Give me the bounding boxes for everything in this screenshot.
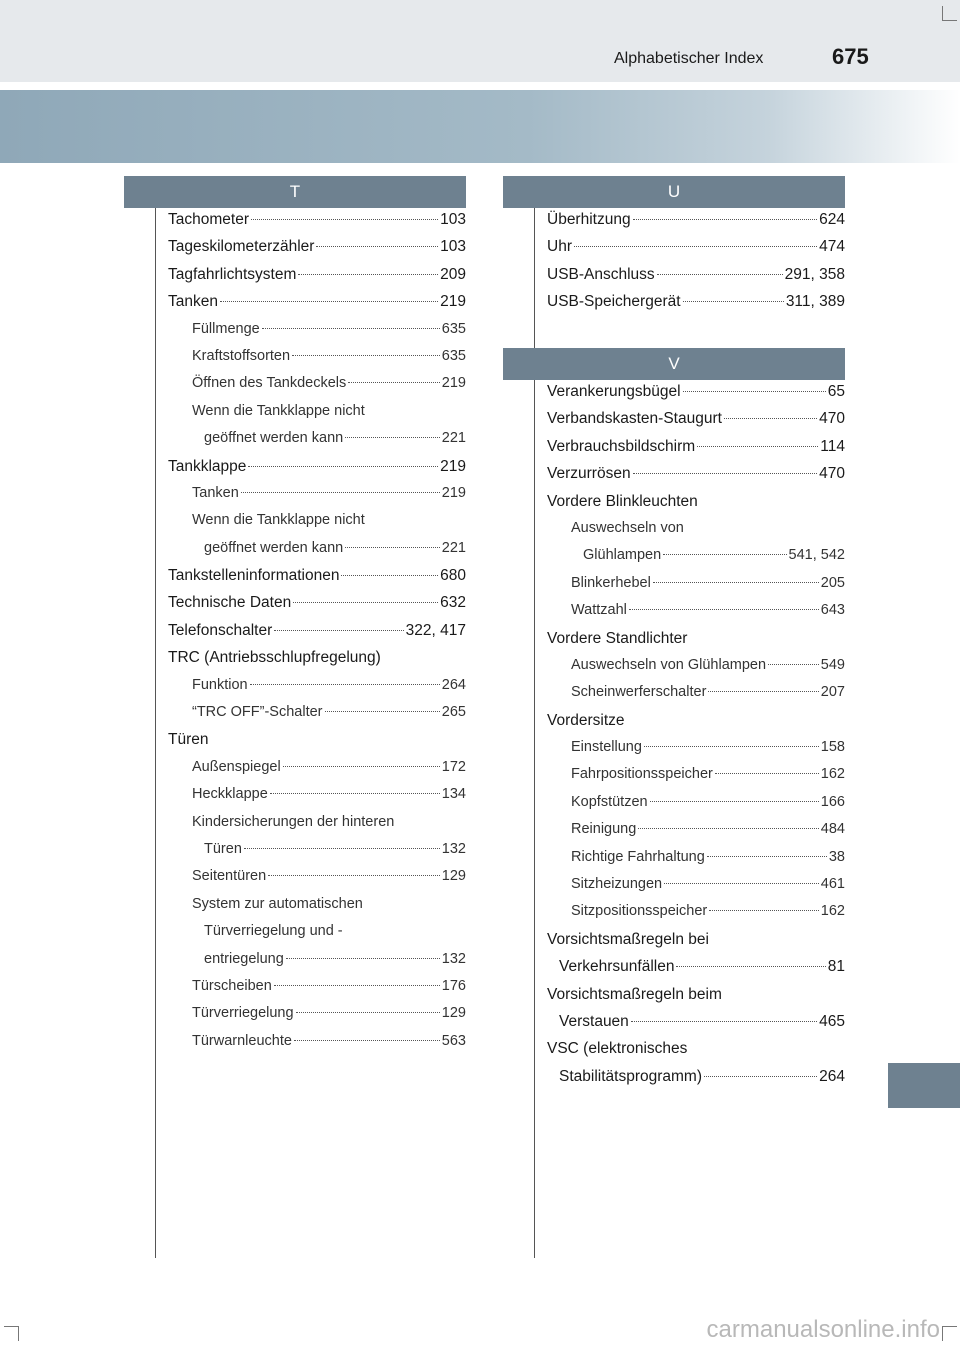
dot-leader xyxy=(683,391,826,392)
index-entry-page[interactable]: 265 xyxy=(441,704,466,721)
dot-leader xyxy=(341,575,438,576)
index-entry-page[interactable]: 680 xyxy=(440,567,466,585)
index-entry-page[interactable]: 219 xyxy=(441,484,466,501)
index-entry-label: entriegelung xyxy=(204,950,284,967)
index-entry[interactable] xyxy=(168,836,466,863)
index-entry-label: Sitzheizungen xyxy=(571,876,663,893)
dot-leader xyxy=(298,274,438,275)
dot-leader xyxy=(644,746,819,747)
dot-leader xyxy=(715,773,819,774)
dot-leader xyxy=(316,246,438,247)
index-entry-page[interactable]: 632 xyxy=(440,594,466,612)
index-entry[interactable] xyxy=(547,488,845,515)
dot-leader xyxy=(697,446,818,447)
index-entry[interactable] xyxy=(168,261,466,288)
index-entry-label: Scheinwerferschalter xyxy=(571,684,707,701)
dot-leader xyxy=(704,1076,817,1077)
index-entry-label: Heckklappe xyxy=(192,786,268,803)
index-entry-label: Kraftstoffsorten xyxy=(192,347,291,364)
header-banner xyxy=(0,90,960,163)
dot-leader xyxy=(251,219,438,220)
index-entry-page[interactable]: 158 xyxy=(820,739,845,756)
index-entry-label: Technische Daten xyxy=(168,594,292,612)
index-entry-page[interactable]: 461 xyxy=(820,876,845,893)
index-entry-label: System zur automatischen xyxy=(192,895,363,912)
index-entry-label: Verankerungsbügel xyxy=(547,383,681,400)
index-entry[interactable] xyxy=(547,953,845,980)
index-entry-label: Sitzpositionsspeicher xyxy=(571,903,708,920)
dot-leader xyxy=(348,382,440,383)
index-entry-label: TRC (Antriebsschlupfregelung) xyxy=(168,649,381,667)
index-entry[interactable] xyxy=(168,233,466,260)
index-entry-label: Stabilitätsprogramm) xyxy=(559,1067,702,1085)
index-entry-label: Tagfahrlichtsystem xyxy=(168,265,297,283)
index-entry[interactable] xyxy=(547,460,845,487)
index-entry-page[interactable]: 470 xyxy=(819,410,845,428)
page-number: 675 xyxy=(832,44,869,69)
index-entry-label: Uhr xyxy=(547,238,572,256)
index-entry-page[interactable]: 207 xyxy=(820,684,845,701)
index-entry[interactable] xyxy=(168,1000,466,1027)
index-entry-page[interactable]: 65 xyxy=(827,383,845,400)
index-entry-label: Türverriegelung und - xyxy=(204,923,343,940)
index-entry[interactable] xyxy=(547,816,845,843)
column-rule-left xyxy=(155,208,156,1258)
section-header-t xyxy=(124,176,466,208)
index-entry-page[interactable]: 114 xyxy=(820,437,845,455)
index-entry-page[interactable]: 221 xyxy=(441,539,466,556)
index-entry-page[interactable]: 221 xyxy=(441,430,466,447)
index-entry-label: Vordere Standlichter xyxy=(547,629,688,647)
index-entry-label: Blinkerhebel xyxy=(571,574,651,591)
dot-leader xyxy=(631,1021,817,1022)
index-entry-label: Wenn die Tankklappe nicht xyxy=(192,402,365,419)
index-entry-page[interactable]: 166 xyxy=(820,793,845,810)
dot-leader xyxy=(574,246,817,247)
index-entry[interactable] xyxy=(547,734,845,761)
index-entry-label: Verzurrösen xyxy=(547,465,631,483)
index-entry-page[interactable]: 209 xyxy=(440,265,466,283)
watermark: carmanualsonline.info xyxy=(706,1316,940,1343)
dot-leader xyxy=(286,958,440,959)
index-entry[interactable] xyxy=(547,898,845,925)
dot-leader xyxy=(248,466,438,467)
index-entry-page[interactable]: 563 xyxy=(441,1032,466,1049)
dot-leader xyxy=(709,910,819,911)
index-entry[interactable] xyxy=(168,973,466,1000)
index-entry-label: Verbrauchsbildschirm xyxy=(547,437,696,455)
index-entry-label: Türwarnleuchte xyxy=(192,1032,292,1049)
index-entry-label: Kopfstützen xyxy=(571,793,648,810)
index-entry[interactable] xyxy=(168,946,466,973)
index-column-v xyxy=(547,378,845,1090)
index-entry-page[interactable]: 624 xyxy=(819,211,845,228)
index-entry-label: Vordersitze xyxy=(547,711,625,729)
index-entry[interactable] xyxy=(547,542,845,569)
index-entry[interactable] xyxy=(547,405,845,432)
index-entry-label: “TRC OFF”-Schalter xyxy=(192,704,323,721)
index-entry-page[interactable]: 311, 389 xyxy=(785,293,845,311)
index-entry-label: Kindersicherungen der hinteren xyxy=(192,813,395,830)
index-entry-label: Verbandskasten-Staugurt xyxy=(547,410,722,428)
section-header-v xyxy=(503,348,845,380)
index-entry-label: Funktion xyxy=(192,676,248,693)
index-entry-label: Tageskilometerzähler xyxy=(168,238,315,256)
index-entry-page[interactable]: 465 xyxy=(819,1012,845,1030)
chapter-thumb-tab[interactable] xyxy=(888,1063,960,1108)
dot-leader xyxy=(274,985,440,986)
index-entry-page[interactable]: 264 xyxy=(819,1067,845,1085)
index-entry[interactable] xyxy=(168,535,466,562)
index-entry[interactable] xyxy=(547,378,845,405)
crop-mark-top-right xyxy=(942,6,957,21)
dot-leader xyxy=(250,684,440,685)
index-entry[interactable] xyxy=(168,891,466,918)
dot-leader xyxy=(633,219,818,220)
dot-leader xyxy=(653,582,819,583)
index-entry[interactable] xyxy=(547,625,845,652)
index-entry[interactable] xyxy=(547,761,845,788)
index-entry-label: USB-Speichergerät xyxy=(547,293,681,311)
index-entry-label: Türen xyxy=(168,731,209,749)
index-entry-label: Tachometer xyxy=(168,211,249,228)
dot-leader xyxy=(768,664,819,665)
dot-leader xyxy=(296,1012,440,1013)
index-entry[interactable] xyxy=(168,644,466,671)
dot-leader xyxy=(345,437,440,438)
index-entry-page[interactable]: 635 xyxy=(441,320,466,337)
dot-leader xyxy=(664,883,819,884)
index-entry[interactable] xyxy=(547,926,845,953)
index-entry[interactable] xyxy=(547,1008,845,1035)
index-entry-label: Überhitzung xyxy=(547,211,631,228)
section-letter-v: V xyxy=(668,354,680,373)
index-entry[interactable] xyxy=(168,754,466,781)
index-entry[interactable] xyxy=(547,1063,845,1090)
index-entry-page[interactable]: 470 xyxy=(819,465,845,483)
index-entry-label: Tankklappe xyxy=(168,457,247,475)
index-entry-label: Telefonschalter xyxy=(168,621,273,639)
index-entry-label: Tankstelleninformationen xyxy=(168,567,340,585)
index-entry-page[interactable]: 162 xyxy=(820,766,845,783)
index-entry-label: Außenspiegel xyxy=(192,758,281,775)
index-entry-page[interactable]: 219 xyxy=(440,457,466,475)
dot-leader xyxy=(274,630,403,631)
index-entry[interactable] xyxy=(168,699,466,726)
dot-leader xyxy=(241,492,440,493)
dot-leader xyxy=(325,711,440,712)
dot-leader xyxy=(663,554,786,555)
index-entry-page[interactable]: 172 xyxy=(441,758,466,775)
index-entry-page[interactable]: 81 xyxy=(827,958,845,976)
index-entry[interactable] xyxy=(168,672,466,699)
index-entry[interactable] xyxy=(168,343,466,370)
index-entry-label: Türen xyxy=(204,840,242,857)
index-entry-label: Vorsichtsmaßregeln bei xyxy=(547,930,709,948)
section-letter-u: U xyxy=(667,182,681,201)
section-letter-t: T xyxy=(289,182,301,201)
index-entry-label: Vorsichtsmaßregeln beim xyxy=(547,985,722,1003)
index-entry-label: Vordere Blinkleuchten xyxy=(547,492,698,510)
index-entry-page[interactable]: 484 xyxy=(820,821,845,838)
index-entry-page[interactable]: 541, 542 xyxy=(788,547,845,564)
index-entry[interactable] xyxy=(168,562,466,589)
index-entry-label: geöffnet werden kann xyxy=(204,539,344,556)
dot-leader xyxy=(707,856,827,857)
index-entry[interactable] xyxy=(547,261,845,288)
dot-leader xyxy=(283,766,440,767)
dot-leader xyxy=(292,355,440,356)
index-entry[interactable] xyxy=(547,707,845,734)
index-entry[interactable] xyxy=(547,515,845,542)
index-entry[interactable] xyxy=(168,809,466,836)
index-entry-page[interactable]: 219 xyxy=(441,375,466,392)
index-entry-label: Einstellung xyxy=(571,739,642,756)
dot-leader xyxy=(262,328,440,329)
index-entry-label: Seitentüren xyxy=(192,868,267,885)
index-entry-label: Wenn die Tankklappe nicht xyxy=(192,512,365,529)
dot-leader xyxy=(633,473,818,474)
index-entry[interactable] xyxy=(168,453,466,480)
index-entry[interactable] xyxy=(168,425,466,452)
index-entry-page[interactable]: 162 xyxy=(820,903,845,920)
page-header-title: Alphabetischer Index xyxy=(614,50,764,67)
column-rule-u xyxy=(534,208,535,348)
index-entry-page[interactable]: 132 xyxy=(441,840,466,857)
index-entry-label: Reinigung xyxy=(571,821,637,838)
index-entry-page[interactable]: 103 xyxy=(440,238,466,256)
index-entry[interactable] xyxy=(168,370,466,397)
dot-leader xyxy=(676,966,825,967)
index-entry-label: Glühlampen xyxy=(583,547,662,564)
index-entry[interactable] xyxy=(547,844,845,871)
index-entry-label: VSC (elektronisches xyxy=(547,1040,688,1058)
dot-leader xyxy=(650,801,819,802)
dot-leader xyxy=(657,274,783,275)
page-header-bar xyxy=(0,0,960,82)
index-column-t xyxy=(168,206,466,1055)
index-entry[interactable] xyxy=(547,981,845,1008)
index-entry-label: Öffnen des Tankdeckels xyxy=(192,375,347,392)
index-entry-label: Fahrpositionsspeicher xyxy=(571,766,713,783)
dot-leader xyxy=(638,828,818,829)
index-entry[interactable] xyxy=(168,918,466,945)
index-entry[interactable] xyxy=(547,597,845,624)
index-entry-label: geöffnet werden kann xyxy=(204,430,344,447)
index-entry[interactable] xyxy=(547,570,845,597)
index-entry-page[interactable]: 176 xyxy=(441,977,466,994)
index-entry[interactable] xyxy=(168,398,466,425)
index-entry-page[interactable]: 132 xyxy=(441,950,466,967)
index-entry[interactable] xyxy=(547,871,845,898)
dot-leader xyxy=(724,418,817,419)
index-entry-page[interactable]: 322, 417 xyxy=(405,621,466,639)
index-entry[interactable] xyxy=(168,589,466,616)
index-entry[interactable] xyxy=(547,433,845,460)
index-entry-label: Richtige Fahrhaltung xyxy=(571,848,705,865)
index-entry-page[interactable]: 474 xyxy=(819,238,845,256)
index-entry-label: Verstauen xyxy=(559,1012,629,1030)
index-entry-label: Verkehrsunfällen xyxy=(559,958,675,976)
crop-mark-bottom-right xyxy=(942,1326,957,1341)
index-entry-page[interactable]: 549 xyxy=(820,656,845,673)
section-header-u xyxy=(503,176,845,208)
index-entry-page[interactable]: 134 xyxy=(441,786,466,803)
index-entry-page[interactable]: 129 xyxy=(441,1005,466,1022)
index-entry-page[interactable]: 635 xyxy=(441,347,466,364)
dot-leader xyxy=(294,1040,440,1041)
index-entry[interactable] xyxy=(168,781,466,808)
index-entry[interactable] xyxy=(168,1028,466,1055)
index-entry-label: Auswechseln von xyxy=(571,519,684,536)
dot-leader xyxy=(683,301,784,302)
index-entry[interactable] xyxy=(168,726,466,753)
index-entry-label: Wattzahl xyxy=(571,602,627,619)
index-entry-page[interactable]: 643 xyxy=(820,602,845,619)
index-entry[interactable] xyxy=(168,617,466,644)
index-entry[interactable] xyxy=(547,206,845,233)
index-column-u xyxy=(547,206,845,316)
index-entry-page[interactable]: 129 xyxy=(441,868,466,885)
index-entry[interactable] xyxy=(547,652,845,679)
dot-leader xyxy=(270,793,440,794)
index-entry-page[interactable]: 103 xyxy=(440,211,466,228)
index-entry[interactable] xyxy=(168,206,466,233)
index-entry-label: Füllmenge xyxy=(192,320,260,337)
index-entry-label: Türscheiben xyxy=(192,977,272,994)
index-entry-page[interactable]: 264 xyxy=(441,676,466,693)
index-entry-label: Tanken xyxy=(192,484,239,501)
dot-leader xyxy=(293,602,438,603)
dot-leader xyxy=(244,848,440,849)
index-entry[interactable] xyxy=(547,1035,845,1062)
index-entry-page[interactable]: 205 xyxy=(820,574,845,591)
index-entry[interactable] xyxy=(547,233,845,260)
index-entry[interactable] xyxy=(168,288,466,315)
index-entry-label: USB-Anschluss xyxy=(547,265,655,283)
index-entry-page[interactable]: 291, 358 xyxy=(784,265,845,283)
crop-mark-bottom-left xyxy=(4,1326,19,1341)
index-entry-page[interactable]: 38 xyxy=(828,848,845,865)
index-entry[interactable] xyxy=(547,288,845,315)
column-rule-v xyxy=(534,380,535,1258)
index-entry[interactable] xyxy=(168,863,466,890)
index-entry-label: Türverriegelung xyxy=(192,1005,294,1022)
index-entry[interactable] xyxy=(168,507,466,534)
index-entry[interactable] xyxy=(168,480,466,507)
index-entry[interactable] xyxy=(168,316,466,343)
dot-leader xyxy=(345,547,440,548)
index-entry[interactable] xyxy=(547,789,845,816)
index-entry-label: Auswechseln von Glühlampen xyxy=(571,656,767,673)
dot-leader xyxy=(220,301,438,302)
dot-leader xyxy=(708,691,818,692)
index-entry[interactable] xyxy=(547,679,845,706)
dot-leader xyxy=(268,875,440,876)
index-entry-label: Tanken xyxy=(168,293,218,311)
index-entry-page[interactable]: 219 xyxy=(440,293,466,311)
dot-leader xyxy=(629,609,819,610)
